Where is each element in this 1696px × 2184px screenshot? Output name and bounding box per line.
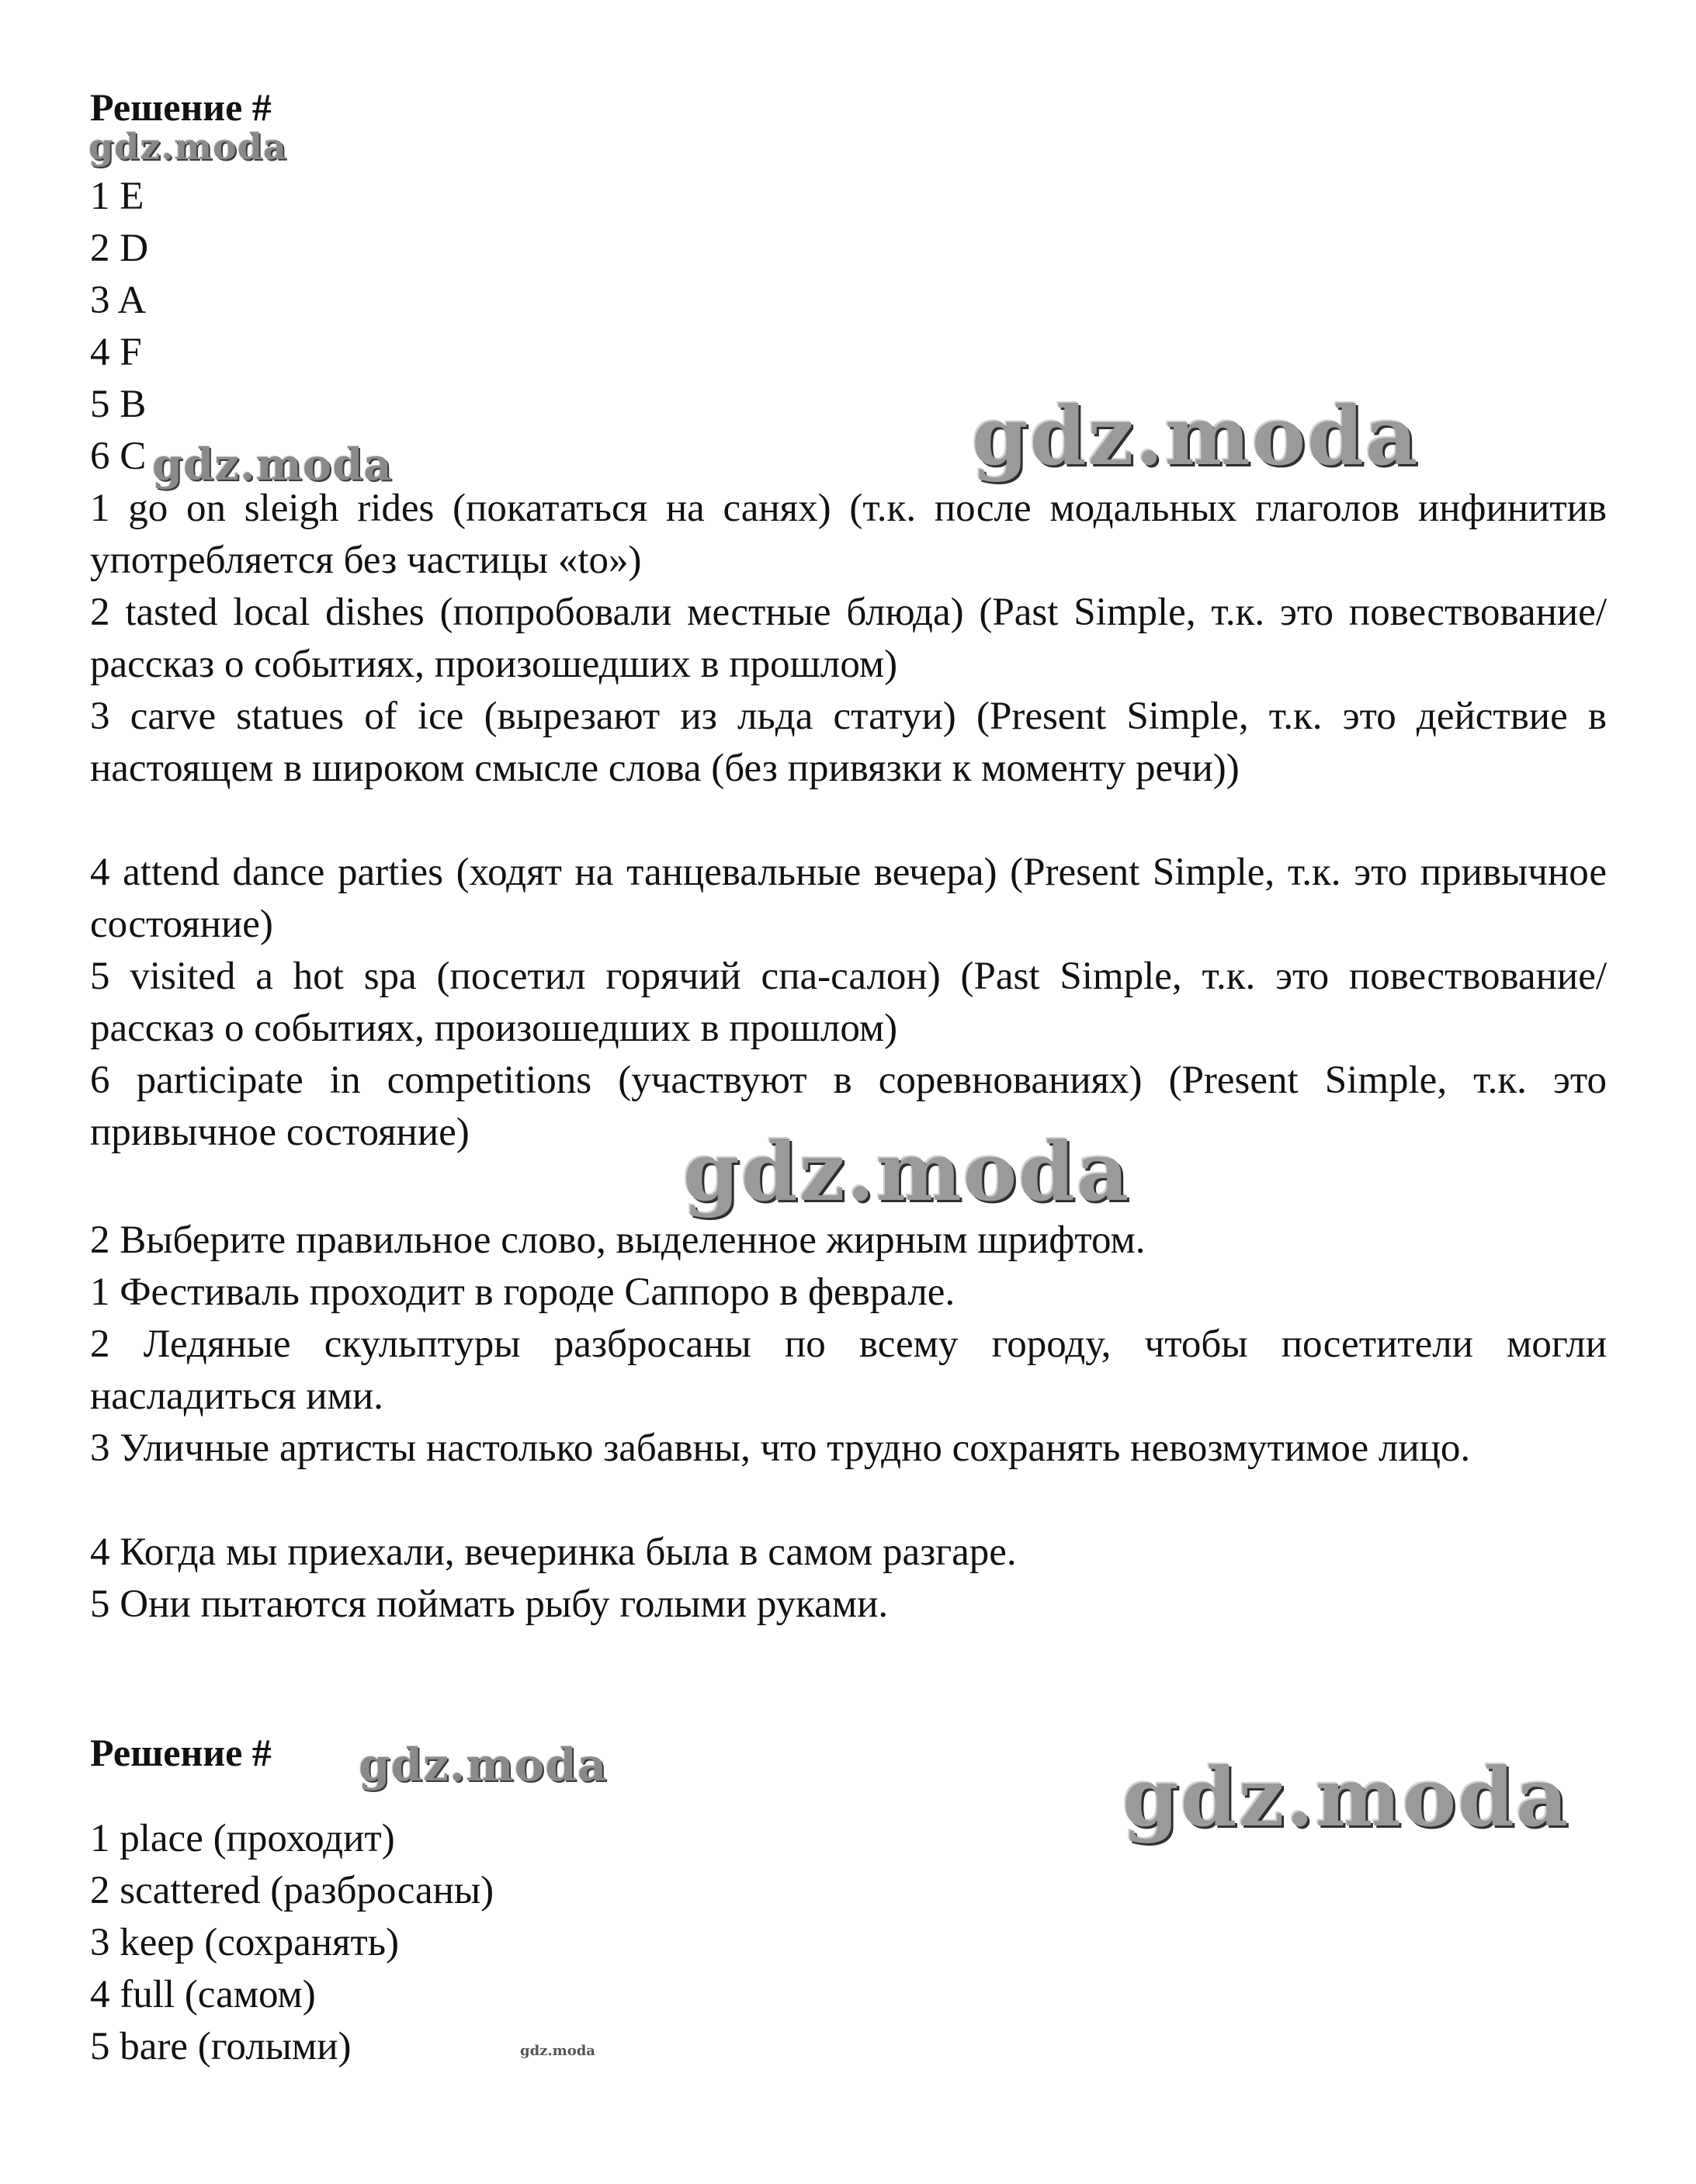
- solution-heading-2: Решение #: [90, 1731, 272, 1774]
- solution-heading-1: Решение #: [90, 85, 272, 129]
- task-sentence: 5 Они пытаются поймать рыбу голыми руками.: [90, 1583, 889, 1626]
- answers-list-2: [90, 1813, 1607, 2073]
- watermark-logo: gdz.moda: [683, 1124, 1131, 1219]
- watermark-logo: gdz.moda: [972, 388, 1420, 484]
- answer-item: 2 scattered (разбросаны): [90, 1869, 494, 1912]
- answers-list: [90, 483, 1607, 1159]
- watermark-logo: gdz.moda: [152, 439, 393, 491]
- answer-item: 4 attend dance parties (ходят на танцевальные вечера) (Present Simple, т.к. это привычное состояние): [90, 851, 1607, 946]
- answer-item: 6 participate in competitions (участвуют в соревнованиях) (Present Simple, т.к. это привычное состояние): [90, 1059, 1607, 1154]
- matching-item: 1 E: [90, 175, 144, 218]
- answer-item: 1 place (проходит): [90, 1817, 395, 1860]
- matching-item: 5 B: [90, 383, 147, 426]
- matching-item: 6 C: [90, 435, 147, 478]
- answer-item: 5 bare (голыми): [90, 2025, 352, 2068]
- answer-item: 5 visited a hot spa (посетил горячий спа-салон) (Past Simple, т.к. это повествование/рассказ о событиях, произошедших в прошлом): [90, 955, 1607, 1050]
- watermark-logo: gdz.moda: [88, 126, 287, 168]
- matching-item: 3 A: [90, 279, 147, 322]
- task-sentence: 3 Уличные артисты настолько забавны, что трудно сохранять невозмутимое лицо.: [90, 1427, 1471, 1470]
- answer-item: 2 tasted local dishes (попробовали местные блюда) (Past Simple, т.к. это повествование/рассказ о событиях, произошедших в прошлом): [90, 591, 1607, 686]
- task-sentence: 1 Фестиваль проходит в городе Саппоро в феврале.: [90, 1271, 956, 1314]
- watermark-logo: gdz.moda: [1122, 1749, 1570, 1845]
- answer-item: 1 go on sleigh rides (покататься на санях) (т.к. после модальных глаголов инфинитив употребляется без частицы «to»): [90, 487, 1607, 582]
- answer-item: 3 carve statues of ice (вырезают из льда статуи) (Present Simple, т.к. это действие в настоящем в широком смысле слова (без привязки к моменту речи)): [90, 695, 1607, 790]
- task-sentence: 2 Ледяные скульптуры разбросаны по всему городу, чтобы посетители могли насладиться ими.: [90, 1323, 1607, 1418]
- watermark-logo: gdz.moda: [520, 2043, 595, 2059]
- task-2: [90, 1215, 1607, 1631]
- matching-item: 2 D: [90, 227, 149, 270]
- watermark-logo: gdz.moda: [359, 1739, 608, 1791]
- answer-item: 3 keep (сохранять): [90, 1921, 400, 1964]
- task-instruction: 2 Выберите правильное слово, выделенное жирным шрифтом.: [90, 1219, 1146, 1262]
- task-sentence: 4 Когда мы приехали, вечеринка была в самом разгаре.: [90, 1531, 1017, 1574]
- answer-item: 4 full (самом): [90, 1973, 316, 2016]
- matching-item: 4 F: [90, 331, 142, 374]
